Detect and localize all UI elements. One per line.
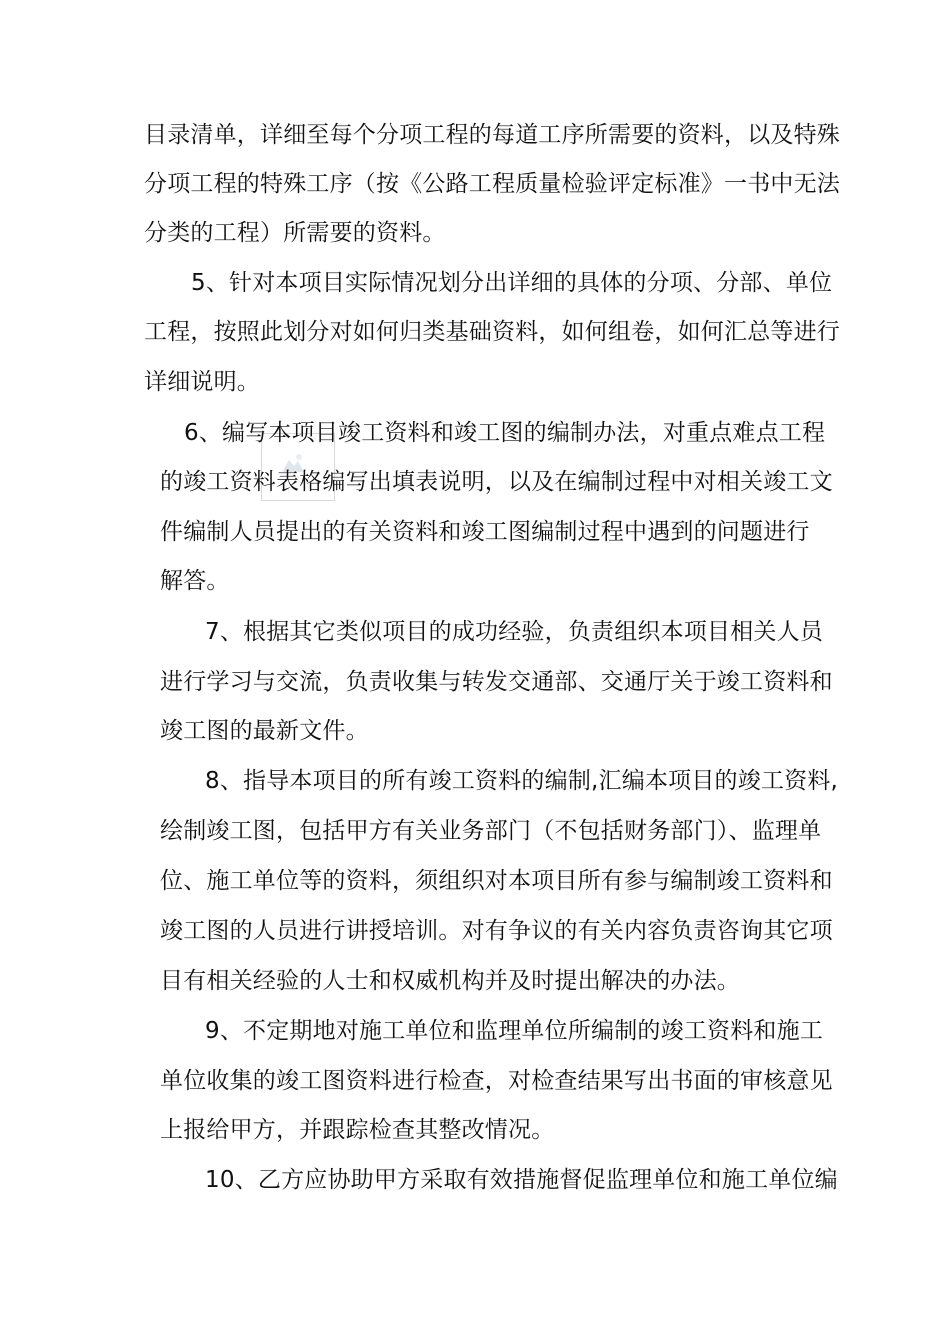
text-line: 的竣工资料表格编写出填表说明，以及在编制过程中对相关竣工文 xyxy=(160,469,833,495)
text-line: 竣工图的最新文件。 xyxy=(160,718,369,744)
text-line: 进行学习与交流，负责收集与转发交通部、交通厅关于竣工资料和 xyxy=(160,669,833,695)
text-line: 10、乙方应协助甲方采取有效措施督促监理单位和施工单位编 xyxy=(205,1167,838,1193)
text-line: 竣工图的人员进行讲授培训。对有争议的有关内容负责咨询其它项 xyxy=(160,918,833,944)
text-line: 件编制人员提出的有关资料和竣工图编制过程中遇到的问题进行 xyxy=(160,519,810,545)
text-line: 位、施工单位等的资料，须组织对本项目所有参与编制竣工资料和 xyxy=(160,868,833,894)
text-line: 详细说明。 xyxy=(144,369,260,395)
text-line: 单位收集的竣工图资料进行检查，对检查结果写出书面的审核意见 xyxy=(160,1068,833,1094)
text-line: 上报给甲方，并跟踪检查其整改情况。 xyxy=(160,1117,555,1143)
text-line: 9、不定期地对施工单位和监理单位所编制的竣工资料和施工 xyxy=(205,1018,824,1044)
text-line: 5、针对本项目实际情况划分出详细的具体的分项、分部、单位 xyxy=(191,270,833,296)
text-line: 7、根据其它类似项目的成功经验，负责组织本项目相关人员 xyxy=(205,619,824,645)
text-line: 解答。 xyxy=(160,568,230,594)
text-line: 分类的工程）所需要的资料。 xyxy=(144,220,446,246)
text-line: 绘制竣工图，包括甲方有关业务部门（不包括财务部门）、监理单 xyxy=(160,818,822,844)
text-line: 8、指导本项目的所有竣工资料的编制,汇编本项目的竣工资料, xyxy=(205,768,839,794)
text-line: 工程，按照此划分对如何归类基础资料，如何组卷，如何汇总等进行 xyxy=(144,319,840,345)
text-line: 目录清单，详细至每个分项工程的每道工序所需要的资料，以及特殊 xyxy=(144,122,840,148)
text-line: 目有相关经验的人士和权威机构并及时提出解决的办法。 xyxy=(160,968,740,994)
text-line: 分项工程的特殊工序（按《公路工程质量检验评定标准》一书中无法 xyxy=(144,171,840,197)
text-line: 6、编写本项目竣工资料和竣工图的编制办法，对重点难点工程 xyxy=(184,420,826,446)
